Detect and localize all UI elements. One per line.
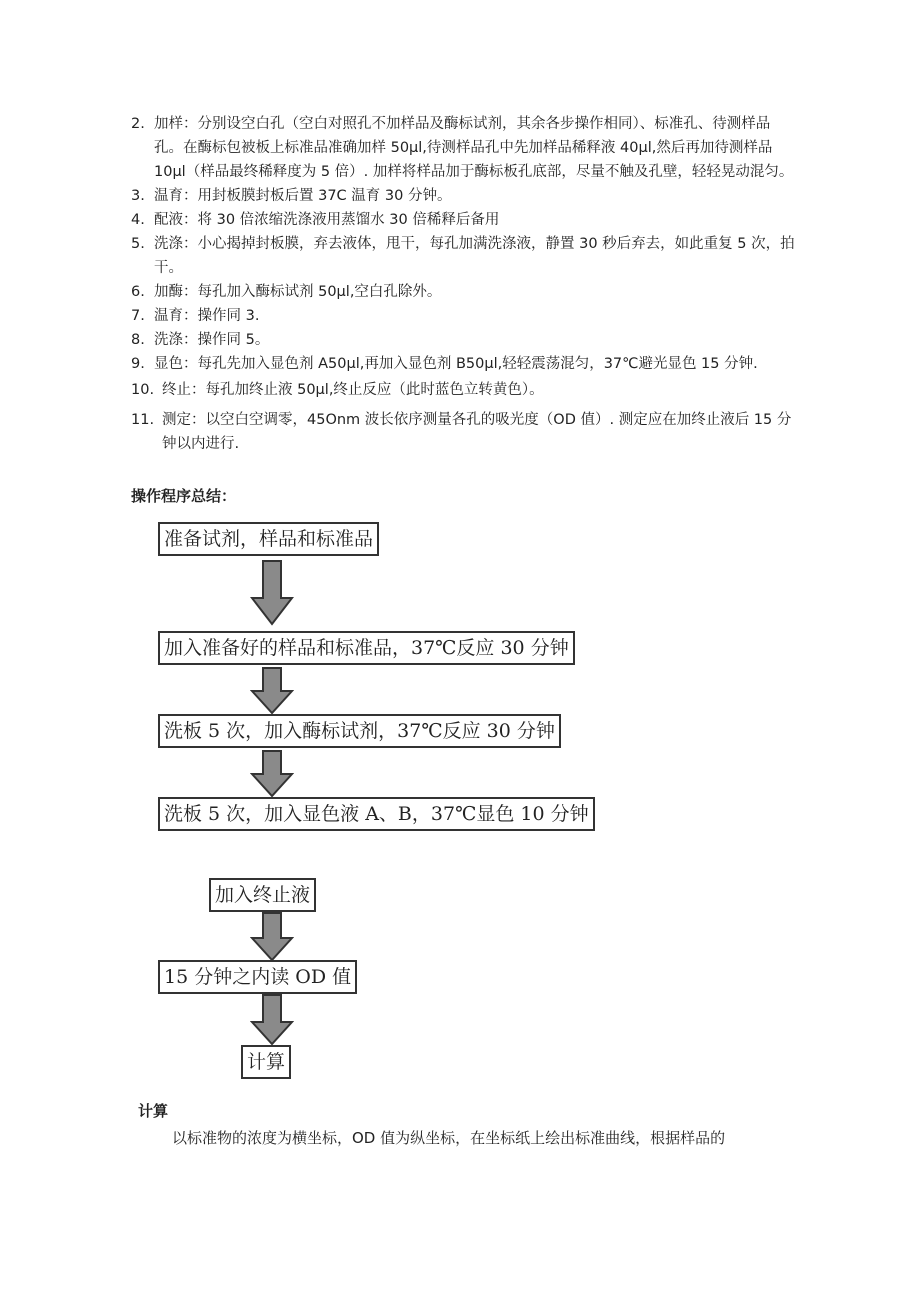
flow-box-wash-add-color: 洗板 5 次，加入显色液 A、B，37℃显色 10 分钟 <box>158 797 595 831</box>
step-number: 4. <box>131 212 145 228</box>
summary-title: 操作程序总结： <box>131 487 237 505</box>
down-arrow-icon <box>250 912 294 962</box>
step-number: 9. <box>131 356 145 372</box>
step-number: 2. <box>131 116 145 132</box>
step-number: 5. <box>131 236 145 252</box>
step-text: 温育：用封板膜封板后置 37C 温育 30 分钟。 <box>154 188 452 204</box>
down-arrow-icon <box>250 994 294 1046</box>
step-number: 7. <box>131 308 145 324</box>
step-text: 温育：操作同 3. <box>154 308 260 324</box>
step-text: 显色：每孔先加入显色剂 A50μl,再加入显色剂 B50μl,轻轻震荡混匀，37℃避光显色 15 分钟. <box>154 356 758 372</box>
flow-box-add-samples: 加入准备好的样品和标准品，37℃反应 30 分钟 <box>158 631 575 665</box>
step-text: 洗涤：操作同 5。 <box>154 332 270 348</box>
down-arrow-icon <box>250 750 294 798</box>
calc-title: 计算 <box>138 1102 169 1120</box>
step-text: 测定：以空白空调零，45Onm 波长依序测量各孔的吸光度（OD 值）. 测定应在加终止液后 15 分钟以内进行. <box>162 412 792 452</box>
step-number: 3. <box>131 188 145 204</box>
flow-box-stop: 加入终止液 <box>209 878 316 912</box>
step-number: 10. <box>131 382 155 398</box>
step-text: 加酶：每孔加入酶标试剂 50μl,空白孔除外。 <box>154 284 442 300</box>
down-arrow-icon <box>250 560 294 626</box>
step-text: 配液：将 30 倍浓缩洗涤液用蒸馏水 30 倍稀释后备用 <box>154 212 500 228</box>
flow-box-read-od: 15 分钟之内读 OD 值 <box>158 960 357 994</box>
step-number: 11. <box>131 412 155 428</box>
flow-box-prepare: 准备试剂，样品和标准品 <box>158 522 379 556</box>
calc-text: 以标准物的浓度为横坐标，OD 值为纵坐标，在坐标纸上绘出标准曲线，根据样品的 <box>172 1129 726 1147</box>
step-text: 洗涤：小心揭掉封板膜，弃去液体，甩干，每孔加满洗涤液，静置 30 秒后弃去，如此重复 5 次，拍干。 <box>154 236 795 276</box>
step-text: 加样：分别设空白孔（空白对照孔不加样品及酶标试剂，其余各步操作相同）、标准孔、待测样品孔。在酶标包被板上标准品准确加样 50μl,待测样品孔中先加样品稀释液 40μl,然后再加待测样品 10μl（样品最终稀释度为 5 倍）. 加样将样品加于酶标板孔底部，尽量不触及孔壁，轻轻晃动混匀。 <box>154 116 794 180</box>
flow-box-calculate: 计算 <box>241 1045 291 1079</box>
down-arrow-icon <box>250 667 294 715</box>
step-number: 6. <box>131 284 145 300</box>
step-number: 8. <box>131 332 145 348</box>
flow-box-wash-add-enzyme: 洗板 5 次，加入酶标试剂，37℃反应 30 分钟 <box>158 714 561 748</box>
step-text: 终止：每孔加终止液 50μl,终止反应（此时蓝色立转黄色）。 <box>162 382 544 398</box>
